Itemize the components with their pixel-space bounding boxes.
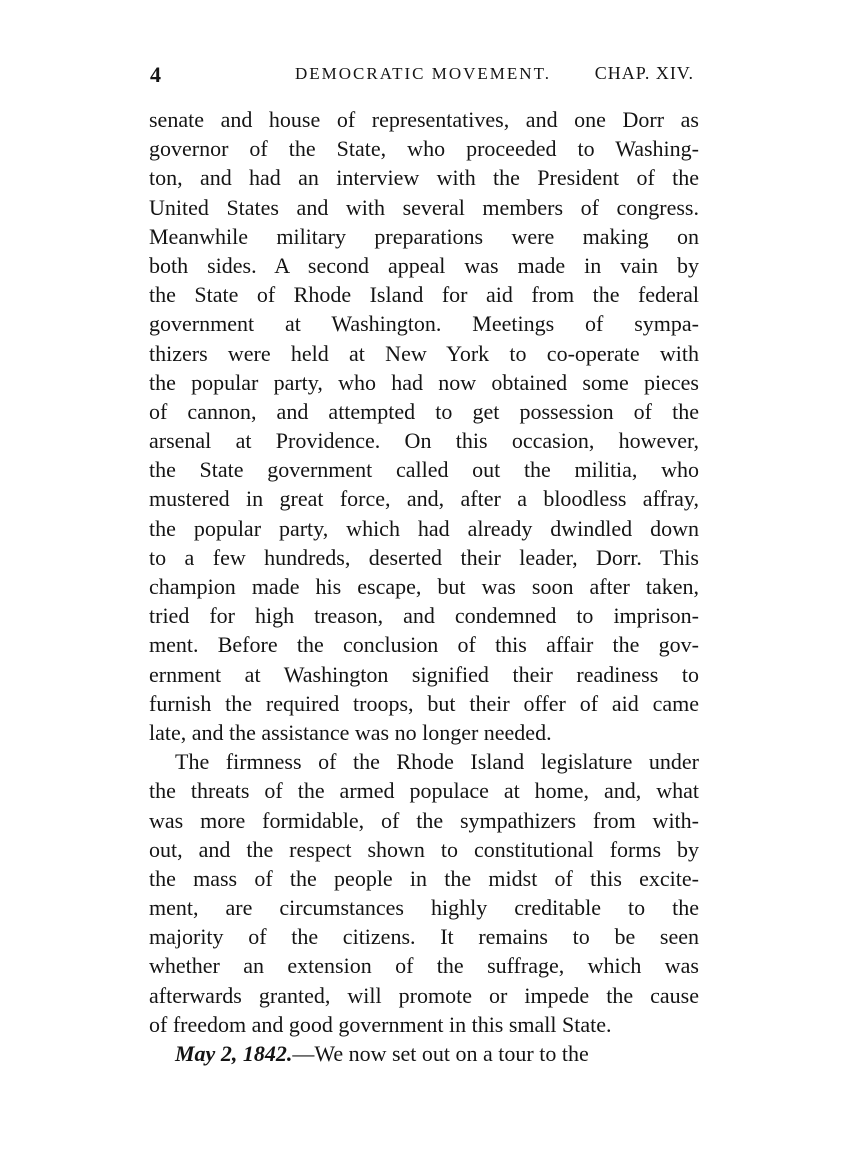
text-line: arsenal at Providence. On this occasion, however, bbox=[149, 428, 699, 454]
dateline-date: May 2, 1842. bbox=[175, 1041, 293, 1066]
text-line: the threats of the armed populace at home, and, what bbox=[149, 778, 699, 804]
dateline bbox=[149, 1039, 699, 1068]
text-line: ment. Before the conclusion of this affair the gov- bbox=[149, 632, 699, 658]
text-line: senate and house of representatives, and one Dorr as bbox=[149, 107, 699, 132]
paragraph bbox=[149, 1039, 699, 1068]
text-line: ment, are circumstances highly creditable to the bbox=[149, 895, 699, 921]
running-title: DEMOCRATIC MOVEMENT. bbox=[295, 64, 551, 83]
text-line: the State government called out the militia, who bbox=[149, 457, 699, 483]
paragraph bbox=[149, 105, 699, 747]
text-line: whether an extension of the suffrage, which was bbox=[149, 953, 699, 979]
text-line: mustered in great force, and, after a bloodless affray, bbox=[149, 486, 699, 512]
text-line: the popular party, who had now obtained some pieces bbox=[149, 369, 699, 395]
text-line: the State of Rhode Island for aid from the federal bbox=[149, 282, 699, 308]
text-line: government at Washington. Meetings of sympa- bbox=[149, 311, 699, 337]
text-line: both sides. A second appeal was made in vain by bbox=[149, 252, 699, 278]
text-line: United States and with several members of congress. bbox=[149, 194, 699, 220]
chapter-label: CHAP. XIV. bbox=[594, 63, 694, 83]
text-line: majority of the citizens. It remains to be seen bbox=[149, 924, 699, 950]
paragraph bbox=[149, 747, 699, 1039]
text-line: Meanwhile military preparations were making on bbox=[149, 223, 699, 249]
text-line: afterwards granted, will promote or impede the cause bbox=[149, 982, 699, 1008]
text-line: to a few hundreds, deserted their leader, Dorr. This bbox=[149, 544, 699, 570]
body-text bbox=[149, 105, 699, 1068]
text-line: was more formidable, of the sympathizers from with- bbox=[149, 807, 699, 833]
text-line: ernment at Washington signified their readiness to bbox=[149, 661, 699, 687]
text-line: out, and the respect shown to constitutional forms by bbox=[149, 836, 699, 862]
text-line: of freedom and good government in this small State. bbox=[149, 1011, 612, 1037]
text-line: champion made his escape, but was soon after taken, bbox=[149, 574, 699, 599]
text-line: the popular party, which had already dwindled down bbox=[149, 515, 699, 541]
page-number: 4 bbox=[150, 62, 161, 87]
text-line: furnish the required troops, but their offer of aid came bbox=[149, 690, 699, 716]
text-line: governor of the State, who proceeded to Washing- bbox=[149, 136, 699, 162]
text-line: The firmness of the Rhode Island legislature under bbox=[175, 749, 699, 775]
text-line: ton, and had an interview with the President of the bbox=[149, 165, 699, 191]
text-line: the mass of the people in the midst of this excite- bbox=[149, 865, 699, 891]
running-header bbox=[150, 62, 698, 88]
text-line: late, and the assistance was no longer needed. bbox=[149, 719, 552, 745]
text-line: tried for high treason, and condemned to imprison- bbox=[149, 603, 699, 629]
text-line: thizers were held at New York to co-operate with bbox=[149, 340, 699, 366]
dateline-text: —We now set out on a tour to the bbox=[292, 1041, 589, 1066]
text-line: of cannon, and attempted to get possession of the bbox=[149, 398, 699, 424]
